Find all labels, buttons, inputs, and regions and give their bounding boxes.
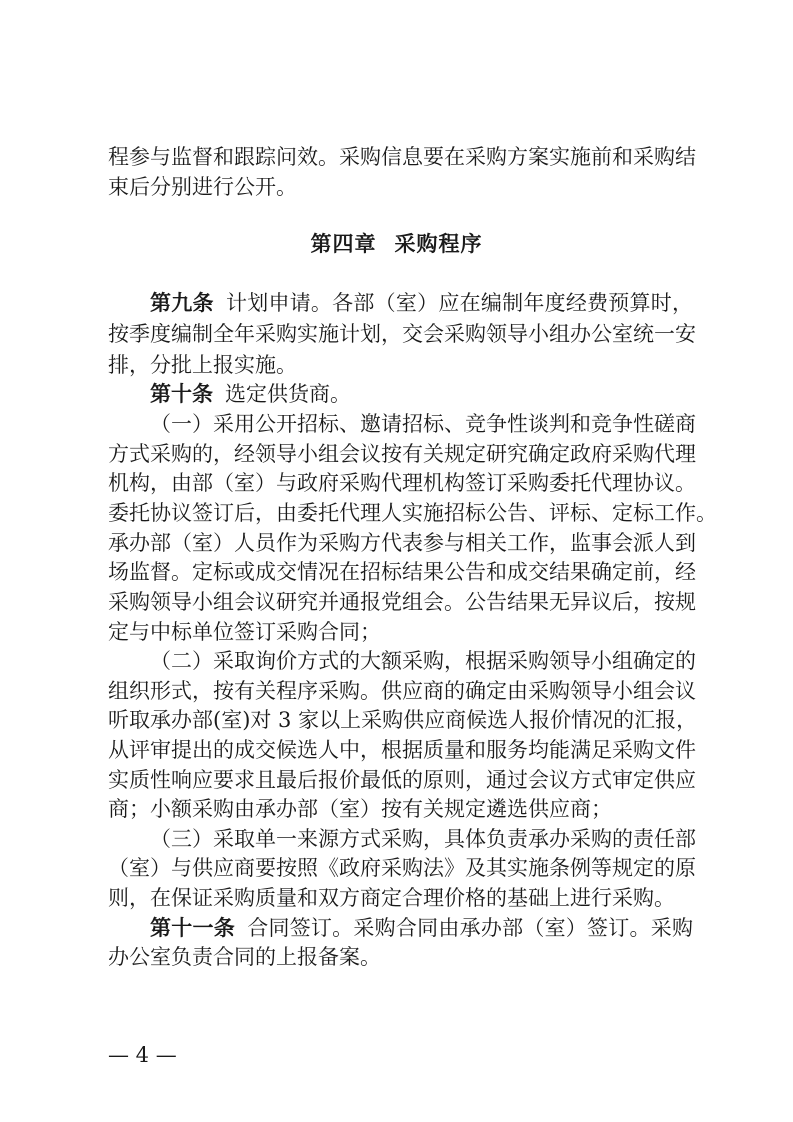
chapter-heading — [0, 230, 793, 258]
paragraph-line: 承办部（室）人员作为采购方代表参与相关工作，监事会派人到 — [108, 531, 696, 555]
page-number: — 4 — — [108, 1043, 177, 1067]
paragraph-line: 排，分批上报实施。 — [108, 353, 297, 377]
article-11-line — [150, 914, 693, 942]
article-10-label: 第十条 — [150, 382, 213, 406]
paragraph-line: 实质性响应要求且最后报价最低的原则，通过会议方式审定供应 — [108, 768, 696, 792]
article-9-text: 计划申请。各部（室）应在编制年度经费预算时， — [225, 291, 694, 315]
article-9-line — [150, 289, 693, 317]
paragraph-line: 则，在保证采购质量和双方商定合理价格的基础上进行采购。 — [108, 886, 675, 910]
article-11-label: 第十一条 — [150, 916, 235, 940]
paragraph-line: 按季度编制全年采购实施计划，交会采购领导小组办公室统一安 — [108, 322, 696, 346]
paragraph-line: 束后分别进行公开。 — [108, 175, 297, 199]
paragraph-line: 机构，由部（室）与政府采购代理机构签订采购委托代理协议。 — [108, 471, 696, 495]
paragraph-line: （一）采用公开招标、邀请招标、竞争性谈判和竞争性磋商 — [150, 412, 696, 436]
paragraph-line: 委托协议签订后，由委托代理人实施招标公告、评标、定标工作。 — [108, 501, 717, 525]
paragraph-line: 场监督。定标或成交情况在招标结果公告和成交结果确定前，经 — [108, 560, 696, 584]
paragraph-line: 办公室负责合同的上报备案。 — [108, 945, 381, 969]
article-10-text: 选定供货商。 — [225, 382, 351, 406]
paragraph-line: 听取承办部(室)对 3 家以上采购供应商候选人报价情况的汇报， — [108, 708, 698, 732]
paragraph-line: 方式采购的，经领导小组会议按有关规定研究确定政府采购代理 — [108, 442, 696, 466]
article-9-label: 第九条 — [150, 291, 214, 315]
chapter-title: 采购程序 — [394, 232, 483, 256]
paragraph-line: 组织形式，按有关程序采购。供应商的确定由采购领导小组会议 — [108, 679, 696, 703]
paragraph-line: 定与中标单位签订采购合同； — [108, 620, 381, 644]
paragraph-line: （室）与供应商要按照《政府采购法》及其实施条例等规定的原 — [108, 856, 696, 880]
paragraph-line: 采购领导小组会议研究并通报党组会。公告结果无异议后，按规 — [108, 590, 696, 614]
article-11-text: 合同签订。采购合同由承办部（室）签订。采购 — [246, 916, 694, 940]
chapter-number: 第四章 — [310, 232, 377, 256]
paragraph-line: （三）采取单一来源方式采购，具体负责承办采购的责任部 — [150, 827, 696, 851]
paragraph-line: 程参与监督和跟踪问效。采购信息要在采购方案实施前和采购结 — [108, 145, 696, 169]
paragraph-line: （二）采取询价方式的大额采购，根据采购领导小组确定的 — [150, 649, 696, 673]
paragraph-line: 从评审提出的成交候选人中，根据质量和服务均能满足采购文件 — [108, 738, 696, 762]
paragraph-line: 商；小额采购由承办部（室）按有关规定遴选供应商； — [108, 797, 612, 821]
article-10-line — [150, 380, 693, 408]
